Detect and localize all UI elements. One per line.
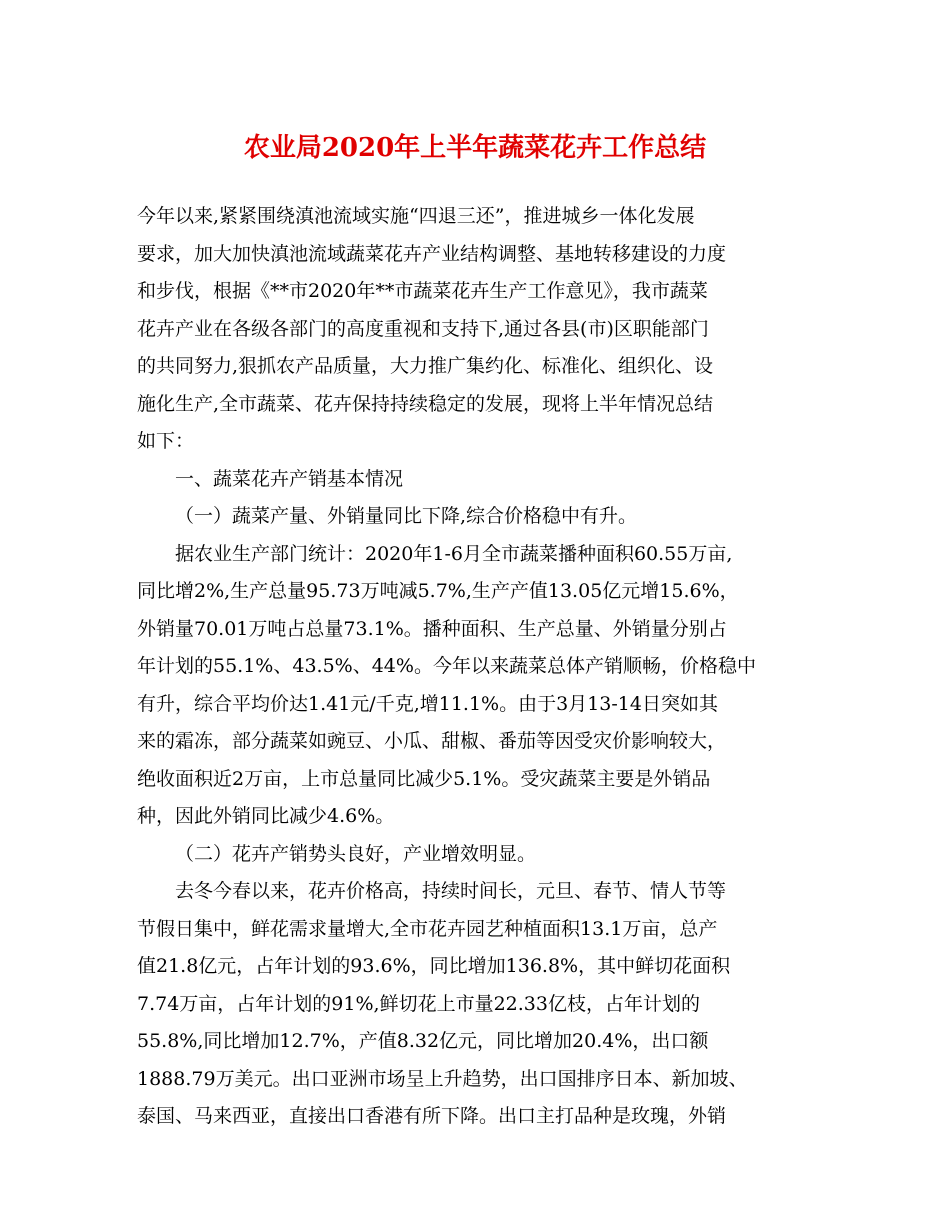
text-line: 55.8%,同比增加12.7%，产值8.32亿元，同比增加20.4%，出口额 — [137, 1030, 709, 1052]
text-line: 泰国、马来西亚，直接出口香港有所下降。出口主打品种是玫瑰，外销 — [137, 1105, 727, 1127]
text-line: 去冬今春以来，花卉价格高，持续时间长，元旦、春节、情人节等 — [175, 880, 727, 902]
text-line: 节假日集中，鲜花需求量增大,全市花卉园艺种植面积13.1万亩，总产 — [137, 917, 718, 940]
subsection-heading: （二）花卉产销势头良好，产业增效明显。 — [175, 842, 537, 865]
section-heading: 一、蔬菜花卉产销基本情况 — [175, 467, 404, 490]
text-line: 的共同努力,狠抓农产品质量，大力推广集约化、标准化、组织化、设 — [137, 355, 714, 377]
text-line: 如下： — [137, 430, 195, 452]
text-line: 同比增2%,生产总量95.73万吨减5.7%,生产产值13.05亿元增15.6%， — [137, 580, 739, 602]
text-line: 和步伐，根据《**市2020年**市蔬菜花卉生产工作意见》，我市蔬菜 — [137, 280, 708, 302]
text-line: 年计划的55.1%、43.5%、44%。今年以来蔬菜总体产销顺畅，价格稳中 — [137, 655, 756, 677]
document-title: 农业局2020年上半年蔬菜花卉工作总结 — [243, 133, 707, 163]
text-line: 据农业生产部门统计：2020年1-6月全市蔬菜播种面积60.55万亩, — [175, 542, 733, 565]
text-line: 施化生产,全市蔬菜、花卉保持持续稳定的发展，现将上半年情况总结 — [137, 392, 714, 415]
text-line: 花卉产业在各级各部门的高度重视和支持下,通过各县(市)区职能部门 — [137, 317, 709, 340]
text-line: 今年以来,紧紧围绕滇池流域实施“四退三还”，推进城乡一体化发展 — [137, 205, 695, 227]
text-line: 要求，加大加快滇池流域蔬菜花卉产业结构调整、基地转移建设的力度 — [137, 242, 727, 265]
text-line: 来的霜冻，部分蔬菜如豌豆、小瓜、甜椒、番茄等因受灾价影响较大， — [137, 730, 727, 752]
text-line: 绝收面积近2万亩，上市总量同比减少5.1%。受灾蔬菜主要是外销品 — [137, 767, 711, 790]
text-line: 7.74万亩，占年计划的91%,鲜切花上市量22.33亿枝，占年计划的 — [137, 992, 700, 1015]
text-line: 有升，综合平均价达1.41元/千克,增11.1%。由于3月13-14日突如其 — [137, 692, 718, 715]
text-line: 种，因此外销同比减少4.6%。 — [137, 805, 395, 827]
text-line: 值21.8亿元，占年计划的93.6%，同比增加136.8%，其中鲜切花面积 — [137, 955, 731, 977]
text-line: 外销量70.01万吨占总量73.1%。播种面积、生产总量、外销量分别占 — [137, 617, 727, 640]
text-line: 1888.79万美元。出口亚洲市场呈上升趋势，出口国排序日本、新加坡、 — [137, 1067, 748, 1090]
document-body — [137, 198, 819, 1136]
subsection-heading: （一）蔬菜产量、外销量同比下降,综合价格稳中有升。 — [175, 505, 638, 527]
